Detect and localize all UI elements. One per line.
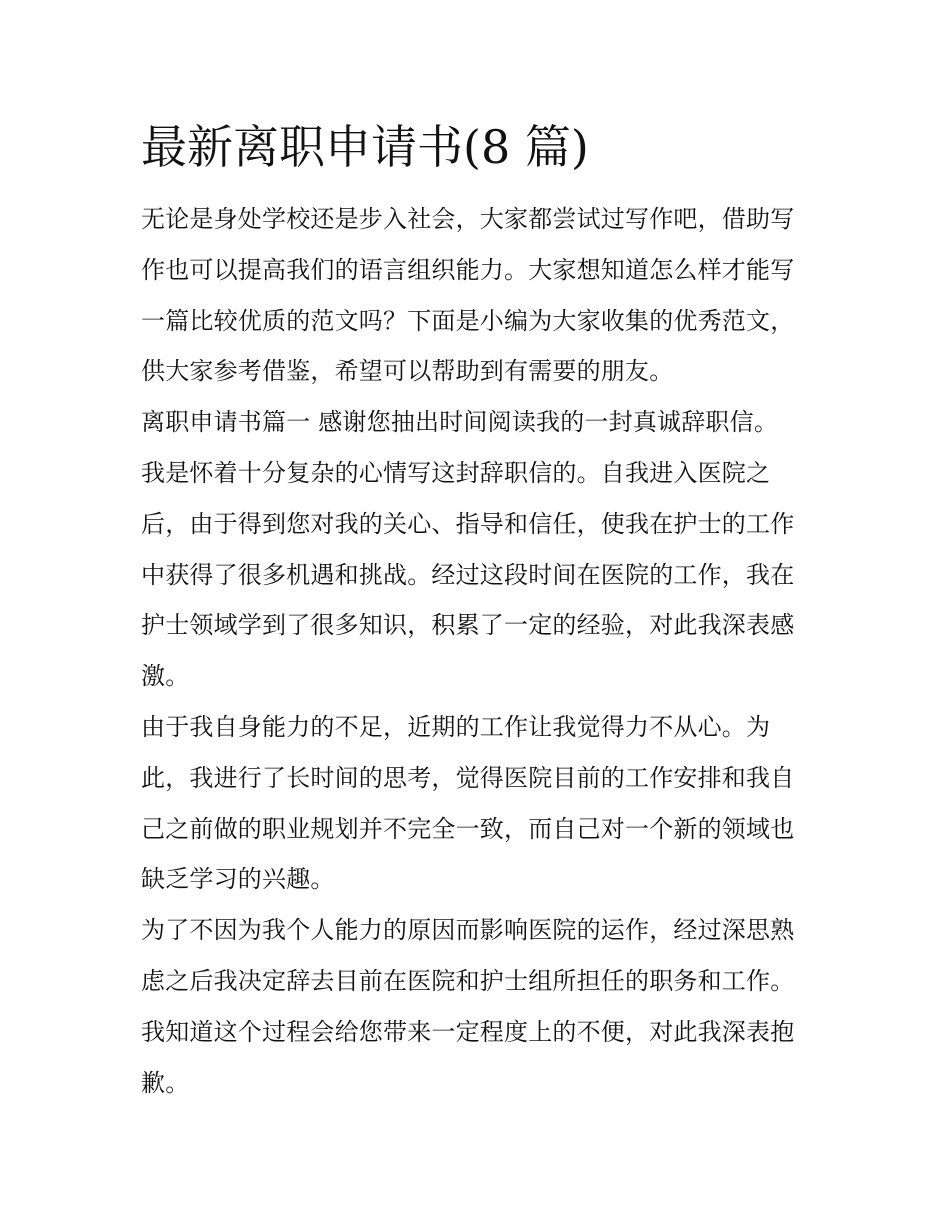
paragraph-reason: 由于我自身能力的不足，近期的工作让我觉得力不从心。为此，我进行了长时间的思考，觉得医院目前的工作安排和我自己之前做的职业规划并不完全一致，而自己对一个新的领域也缺乏学习的兴趣。	[141, 712, 795, 894]
paragraph-letter-opening: 离职申请书篇一 感谢您抽出时间阅读我的一封真诚辞职信。	[141, 408, 779, 437]
paragraph-gratitude: 我是怀着十分复杂的心情写这封辞职信的。自我进入医院之后，由于得到您对我的关心、指导和信任，使我在护士的工作中获得了很多机遇和挑战。经过这段时间在医院的工作，我在护士领域学到了很多知识，积累了一定的经验，对此我深表感激。	[141, 458, 795, 691]
document-body	[141, 112, 811, 1108]
paragraph-intro: 无论是身处学校还是步入社会，大家都尝试过写作吧，借助写作也可以提高我们的语言组织能力。大家想知道怎么样才能写一篇比较优质的范文吗？下面是小编为大家收集的优秀范文，供大家参考借鉴，希望可以帮助到有需要的朋友。	[141, 205, 795, 386]
document-title: 最新离职申请书(8 篇)	[141, 120, 589, 174]
paragraph-decision: 为了不因为我个人能力的原因而影响医院的运作，经过深思熟虑之后我决定辞去目前在医院和护士组所担任的职务和工作。我知道这个过程会给您带来一定程度上的不便，对此我深表抱歉。	[141, 916, 795, 1097]
